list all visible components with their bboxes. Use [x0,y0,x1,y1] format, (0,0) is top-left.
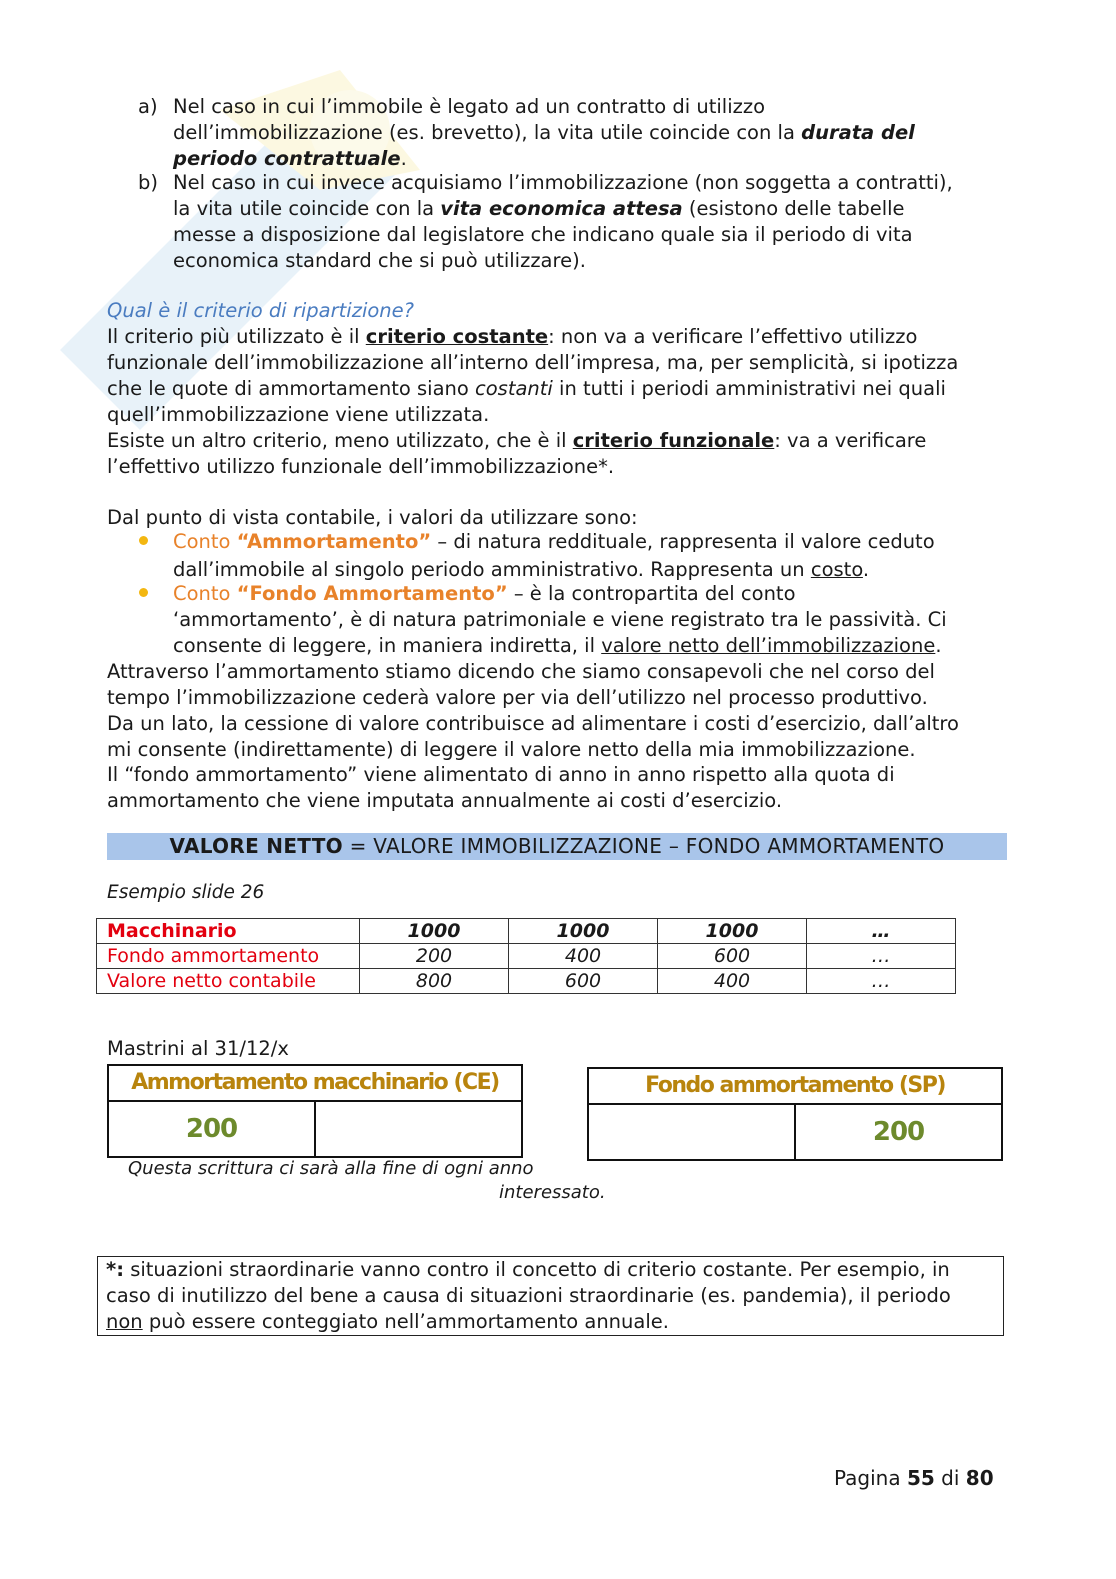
criteria-p1-line1: Il criterio più utilizzato è il criterio costante: non va a verificare l’effettivo utilizzo [107,325,918,348]
t-account-title: Fondo ammortamento (SP) [589,1069,1001,1105]
bullet1-line2: dall’immobile al singolo periodo amministrativo. Rappresenta un costo. [173,558,870,581]
row-label: Valore netto contabile [97,969,360,994]
accounting-p-line5: Il “fondo ammortamento” viene alimentato di anno in anno rispetto alla quota di [107,763,895,786]
cell-value: … [807,919,956,944]
example-table [96,918,956,994]
formula-banner: VALORE NETTO = VALORE IMMOBILIZZAZIONE – FONDO AMMORTAMENTO [107,833,1007,860]
accounting-p-line4: mi consente (indirettamente) di leggere il valore netto della mia immobilizzazione. [107,738,916,761]
t-account-ammortamento [107,1064,523,1158]
cell-value: … [807,969,956,994]
footnote-line3: non può essere conteggiato nell’ammortamento annuale. [106,1310,669,1333]
list-item-b-line1: Nel caso in cui invece acquisiamo l’immobilizzazione (non soggetta a contratti), [173,171,953,194]
page-number: Pagina 55 di 80 [834,1466,994,1490]
t-account-fondo [587,1067,1003,1161]
list-marker-b: b) [138,171,158,194]
list-marker-a: a) [138,95,158,118]
footnote-box [97,1256,1004,1336]
bullet-dot [139,536,148,545]
footnote-line2: caso di inutilizzo del bene a causa di situazioni straordinarie (es. pandemia), il periodo [106,1284,951,1307]
criteria-p2-line2: l’effettivo utilizzo funzionale dell’immobilizzazione*. [107,455,615,478]
t-account-debit: 200 [185,1114,238,1144]
mastrini-caption-line2: interessato. [499,1182,606,1203]
accounting-p-line1: Attraverso l’ammortamento stiamo dicendo che siamo consapevoli che nel corso del [107,660,935,683]
accounting-p-line6: ammortamento che viene imputata annualmente ai costi d’esercizio. [107,789,783,812]
cell-value: 600 [658,944,807,969]
cell-value: 1000 [509,919,658,944]
cell-value: 800 [360,969,509,994]
t-account-credit [314,1102,521,1156]
t-account-debit [589,1105,794,1159]
bullet-dot [139,588,148,597]
criteria-p2-line1: Esiste un altro criterio, meno utilizzato, che è il criterio funzionale: va a verificare [107,429,927,452]
row-label: Fondo ammortamento [97,944,360,969]
cell-value: 200 [360,944,509,969]
cell-value: 400 [658,969,807,994]
section-question: Qual è il criterio di ripartizione? [107,299,414,322]
table-row [97,969,956,994]
t-account-credit: 200 [794,1105,1001,1159]
cell-value: 400 [509,944,658,969]
table-row [97,919,956,944]
criteria-p1-line3: che le quote di ammortamento siano costanti in tutti i periodi amministrativi nei quali [107,377,946,400]
mastrini-caption-line1: Questa scrittura ci sarà alla fine di ogni anno [128,1158,534,1179]
mastrini-title: Mastrini al 31/12/x [107,1037,289,1060]
bullet2-line1: Conto “Fondo Ammortamento” – è la contropartita del conto [173,582,796,605]
bullet2-line2: ‘ammortamento’, è di natura patrimoniale e viene registrato tra le passività. Ci [173,608,947,631]
example-caption: Esempio slide 26 [107,882,265,903]
cell-value: 1000 [360,919,509,944]
cell-value: 600 [509,969,658,994]
accounting-p-line3: Da un lato, la cessione di valore contribuisce ad alimentare i costi d’esercizio, dall’altro [107,712,959,735]
table-row [97,944,956,969]
accounting-p-line2: tempo l’immobilizzazione cederà valore per via dell’utilizzo nel processo produttivo. [107,686,928,709]
list-item-b-line2: la vita utile coincide con la vita economica attesa (esistono delle tabelle [173,197,905,220]
cell-value: 1000 [658,919,807,944]
list-item-a-line3: periodo contrattuale. [173,147,407,170]
t-account-title: Ammortamento macchinario (CE) [109,1066,521,1102]
list-item-b-line4: economica standard che si può utilizzare). [173,249,586,272]
bullet2-line3: consente di leggere, in maniera indiretta, il valore netto dell’immobilizzazione. [173,634,942,657]
criteria-p1-line2: funzionale dell’immobilizzazione all’interno dell’impresa, ma, per semplicità, si ipotizza [107,351,959,374]
footnote-line1: *: situazioni straordinarie vanno contro il concetto di criterio costante. Per esempio, in [106,1258,950,1281]
list-item-a-line2: dell’immobilizzazione (es. brevetto), la vita utile coincide con la durata del [173,121,915,144]
list-item-b-line3: messe a disposizione dal legislatore che indicano quale sia il periodo di vita [173,223,913,246]
row-label: Macchinario [97,919,360,944]
cell-value: … [807,944,956,969]
bullet1-line1: Conto “Ammortamento” – di natura reddituale, rappresenta il valore ceduto [173,530,935,553]
accounting-intro: Dal punto di vista contabile, i valori da utilizzare sono: [107,506,638,529]
list-item-a-line1: Nel caso in cui l’immobile è legato ad un contratto di utilizzo [173,95,766,118]
criteria-p1-line4: quell’immobilizzazione viene utilizzata. [107,403,490,426]
